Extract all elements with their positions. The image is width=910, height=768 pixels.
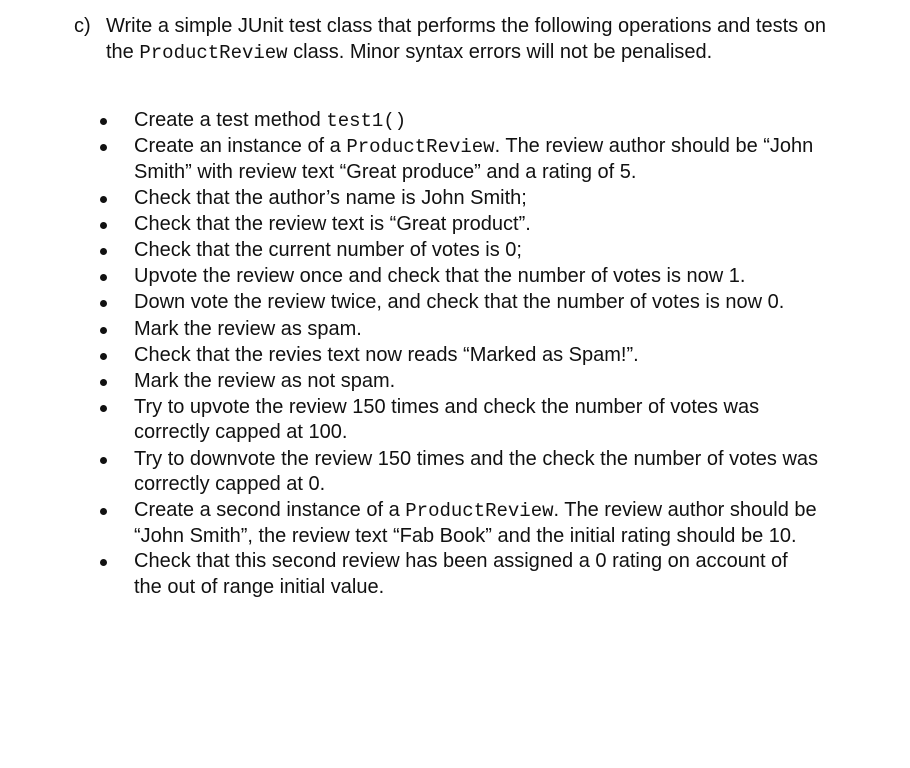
task-list: [100, 108, 820, 601]
question-block: [74, 14, 834, 66]
list-item: [100, 447, 820, 498]
task-text: Mark the review as spam.: [134, 317, 362, 340]
task-text-end: . The review author should be “John Smith” with review text “Great produce” and a rating of 5.: [134, 135, 814, 184]
bullet-icon: [100, 508, 107, 515]
bullet-icon: [100, 118, 107, 125]
bullet-icon: [100, 405, 107, 412]
task-text: Check that the revies text now reads “Marked as Spam!”.: [134, 343, 639, 366]
bullet-icon: [100, 559, 107, 566]
task-text: Create a second instance of a: [134, 499, 406, 522]
bullet-icon: [100, 379, 107, 386]
list-item: [100, 264, 820, 290]
list-item: [100, 369, 820, 395]
list-item: [100, 549, 820, 600]
list-item: [100, 238, 820, 264]
list-item: [100, 290, 820, 316]
list-item: [100, 498, 820, 549]
task-text: Mark the review as not spam.: [134, 370, 396, 393]
list-item: [100, 134, 820, 185]
task-text: Upvote the review once and check that the number of votes is now 1.: [134, 265, 746, 288]
class-name-code: ProductReview: [139, 41, 288, 64]
list-item: [100, 395, 820, 446]
bullet-icon: [100, 353, 107, 360]
inline-code: ProductReview: [346, 136, 495, 159]
list-item: [100, 343, 820, 369]
bullet-icon: [100, 300, 107, 307]
task-text: Down vote the review twice, and check that the number of votes is now 0.: [134, 291, 785, 314]
task-text: Check that the review text is “Great product”.: [134, 212, 531, 235]
list-item: [100, 108, 820, 134]
task-text: Create a test method: [134, 109, 327, 131]
question-intro-text-end: class. Minor syntax errors will not be penalised.: [287, 40, 713, 63]
inline-code: ProductReview: [405, 500, 554, 523]
task-text: Try to downvote the review 150 times and the check the number of votes was correctly capped at 0.: [134, 447, 819, 495]
task-text: Try to upvote the review 150 times and check the number of votes was correctly capped at 100.: [134, 396, 760, 444]
list-item: [100, 186, 820, 212]
bullet-icon: [100, 274, 107, 281]
bullet-icon: [100, 222, 107, 229]
bullet-icon: [100, 327, 107, 334]
list-item: [100, 212, 820, 238]
bullet-icon: [100, 248, 107, 255]
task-text: Create an instance of a: [134, 135, 347, 158]
task-text-end: . The review author should be “John Smith”, the review text “Fab Book” and the initial rating should be 10.: [134, 499, 817, 548]
bullet-icon: [100, 196, 107, 203]
bullet-icon: [100, 144, 107, 151]
inline-code: test1(): [326, 110, 407, 132]
question-label: c): [74, 15, 91, 37]
list-item: [100, 317, 820, 343]
bullet-icon: [100, 457, 107, 464]
question-intro: [106, 14, 834, 66]
task-text: Check that the current number of votes is 0;: [134, 239, 522, 262]
task-text: Check that this second review has been assigned a 0 rating on account of the out of range initial value.: [134, 550, 788, 598]
task-text: Check that the author’s name is John Smith;: [134, 186, 527, 209]
question-intro-text: Write a simple JUnit test class that performs the following operations and tests on the: [106, 15, 826, 63]
